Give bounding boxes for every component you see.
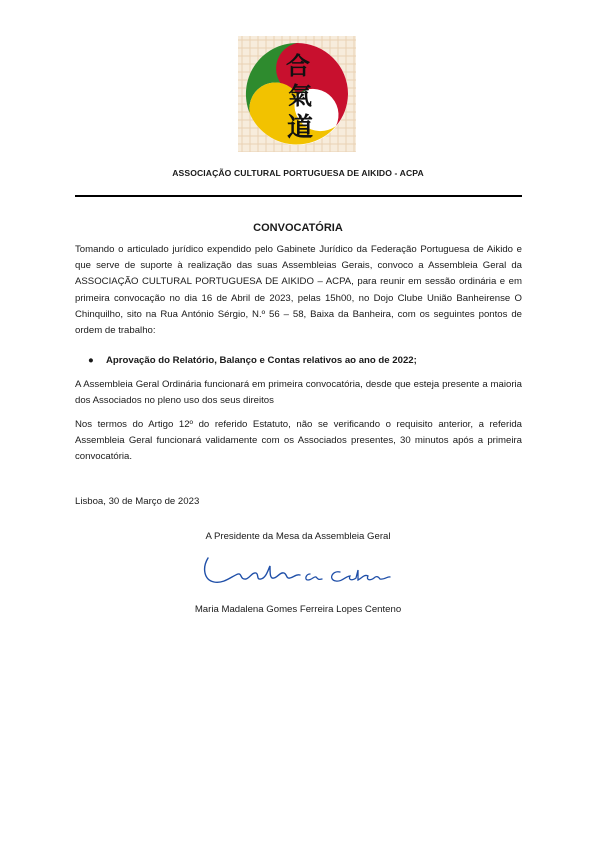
paragraph-convocation: Tomando o articulado jurídico expendido pelo Gabinete Jurídico da Federação Portuguesa de Aikido e que serve de suporte à realização das suas Assembleias Gerais, convoco a Assembleia Geral da ASSOCIAÇÃO CULTURAL PORTUGUESA DE AIKIDO – ACPA, para reunir em sessão ordinária e em primeira convocação no dia 16 de Abril de 2023, pelas 15h00, no Dojo Clube União Banheirense O Chinquilho, sito na Rua António Sérgio, N.º 56 – 58, Baixa da Banheira, com os seguintes pontos de ordem de trabalho: [75,244,522,337]
paragraph-second-call: Nos termos do Artigo 12º do referido Estatuto, não se verificando o requisito anterior, a referida Assembleia Geral funcionará validamente com os Associados presentes, 30 minutos após a primeira convocatória. [75,419,522,463]
organization-name: ASSOCIAÇÃO CULTURAL PORTUGUESA DE AIKIDO - ACPA [172,168,424,178]
kanji-ki: 氣 [288,81,312,110]
signer-name: Maria Madalena Gomes Ferreira Lopes Centeno [194,604,402,615]
header-divider [75,195,522,197]
date-line: Lisboa, 30 de Março de 2023 [75,496,200,507]
agenda-item [88,353,528,369]
agenda-item-text: Aprovação do Relatório, Balanço e Contas relativos ao ano de 2022; [106,355,417,366]
paragraph-quorum: A Assembleia Geral Ordinária funcionará em primeira convocatória, desde que esteja presente a maioria dos Associados no pleno uso dos seus direitos [75,379,522,407]
signer-role: A Presidente da Mesa da Assembleia Geral [205,531,391,542]
kanji-do: 道 [286,113,314,143]
bullet-icon: ● [88,355,94,366]
kanji-ai: 合 [286,51,310,80]
aikido-logo-icon [238,36,356,152]
document-title: CONVOCATÓRIA [253,222,343,234]
signature-icon [198,552,394,592]
